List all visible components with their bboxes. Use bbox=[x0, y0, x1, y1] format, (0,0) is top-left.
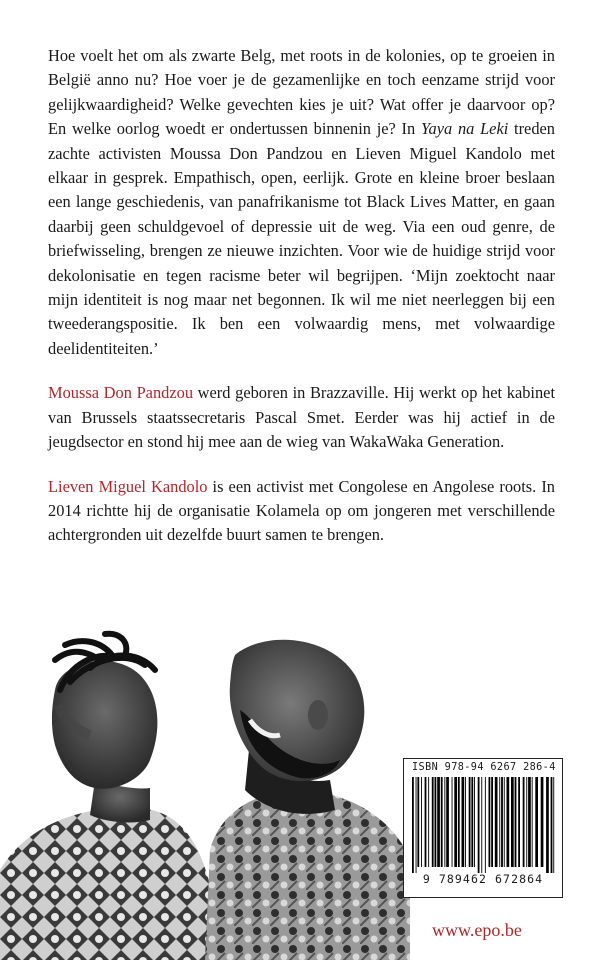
blurb-text-start: Hoe voelt het om als zwarte Belg, met roots in de kolonies, op te groeien in België anno nu? Hoe voer je de gezamenlijke en toch eenzame strijd voor gelijkwaardigheid? Welke gevechten kies je uit? Wat offer je daarvoor op? En welke oorlog woedt er ondertussen binnenin je? In bbox=[48, 46, 555, 139]
author-name-1: Moussa Don Pandzou bbox=[48, 383, 194, 403]
back-cover-text bbox=[48, 44, 555, 548]
ean-digits: 9 789462 672864 bbox=[422, 872, 544, 886]
author-bio-2 bbox=[48, 475, 555, 548]
blurb-text-end: treden zachte activisten Moussa Don Pandzou en Lieven Miguel Kandolo met elkaar in gesprek. Empathisch, open, eerlijk. Grote en kleine broer beslaan een lange geschiedenis, van panafrikanisme tot Black Lives Matter, en gaan daarbij geen schuldgevoel of depressie uit de weg. Via een oud genre, de briefwisseling, brengen ze nieuwe inzichten. Voor wie de huidige strijd voor dekolonisatie en tegen racisme beter wil begrijpen. ‘Mijn zoektocht naar mijn identiteit is nog maar net begonnen. Ik wil me niet neerleggen bij een tweederangspositie. Ik ben een volwaardig mens, met volwaardige deelidentiteiten.’ bbox=[48, 119, 555, 358]
author-bio-1 bbox=[48, 381, 555, 454]
author-name-2: Lieven Miguel Kandolo bbox=[48, 476, 208, 496]
authors-photo bbox=[0, 620, 410, 960]
isbn-label: ISBN 978-94 6267 286-4 bbox=[412, 762, 556, 773]
isbn-barcode bbox=[403, 758, 563, 898]
publisher-website[interactable]: www.epo.be bbox=[432, 920, 522, 940]
author-bio-text-1: werd geboren in Brazzaville. Hij werkt op het kabinet van Brussels staatssecretaris Pascal Smet. Eerder was hij actief in de jeugdsector en stond hij mee aan de wieg van WakaWaka Generation. bbox=[48, 383, 555, 452]
blurb-paragraph bbox=[48, 44, 555, 361]
barcode-bars bbox=[410, 777, 556, 873]
book-title: Yaya na Leki bbox=[420, 119, 509, 139]
author-bio-text-2: is een activist met Congolese en Angolese roots. In 2014 richtte hij de organisatie Kolamela op om jongeren met verschillende achtergronden uit dezelfde buurt samen te brengen. bbox=[48, 476, 555, 545]
